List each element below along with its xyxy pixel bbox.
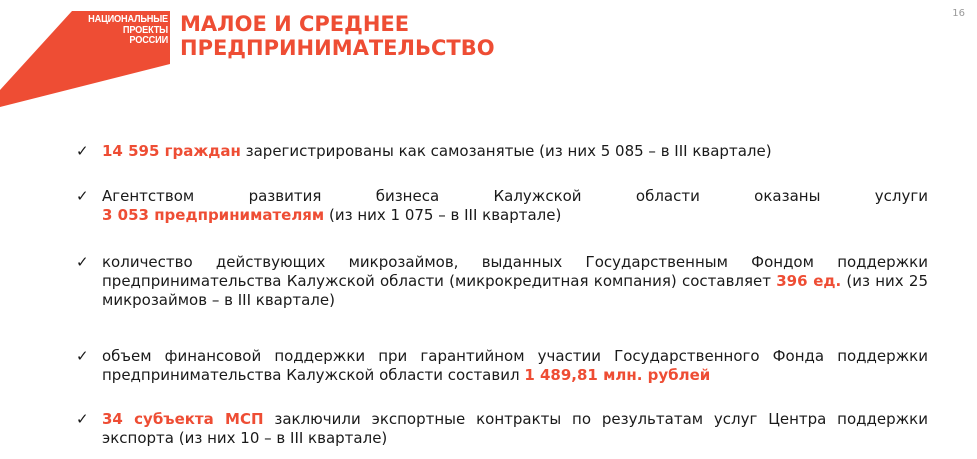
checkmark-icon: ✓ — [76, 142, 89, 160]
title-line-2: ПРЕДПРИНИМАТЕЛЬСТВО — [180, 36, 495, 60]
page-number: 16 — [952, 8, 965, 19]
bullet-text-line: Агентством развития бизнеса Калужской области оказаны услуги — [102, 187, 928, 205]
bullet-text: (из них 1 075 – в III квартале) — [324, 206, 562, 224]
national-projects-logo — [0, 0, 180, 108]
bullet-text: количество действующих микрозаймов, выданных Государственным Фондом поддержки предпринимательства Калужской области (микрокредитная компания) составляет — [102, 253, 928, 290]
bullet-text: зарегистрированы как самозанятые (из них 5 085 – в III квартале) — [240, 142, 772, 160]
highlight-value: 3 053 предпринимателям — [102, 206, 325, 224]
logo-line-2: ПРОЕКТЫ — [122, 24, 168, 36]
bullet-text: объем финансовой поддержки при гарантийном участии Государственного Фонда поддержки предпринимательства Калужской области составил — [102, 347, 928, 384]
checkmark-icon: ✓ — [76, 253, 89, 271]
logo-line-3: РОССИИ — [129, 35, 168, 46]
highlight-value: 1 489,81 млн. рублей — [524, 366, 711, 384]
highlight-value: 396 ед. — [776, 272, 842, 290]
logo-line-1: НАЦИОНАЛЬНЫЕ — [88, 14, 168, 25]
highlight-value: 34 субъекта МСП — [102, 410, 264, 428]
page-title — [180, 12, 495, 60]
highlight-value: 14 595 граждан — [102, 142, 241, 160]
list-item — [76, 253, 928, 310]
list-item — [76, 142, 928, 161]
checkmark-icon: ✓ — [76, 347, 89, 365]
title-line-1: МАЛОЕ И СРЕДНЕЕ — [180, 12, 410, 36]
checkmark-icon: ✓ — [76, 187, 89, 205]
list-item — [76, 347, 928, 385]
bullet-text-after: (из них 25 микрозаймов – в III квартале) — [102, 272, 928, 309]
bullet-text: заключили экспортные контракты по результатам услуг Центра поддержки экспорта (из них 10 – в III квартале) — [102, 410, 928, 447]
logo-text — [69, 15, 168, 47]
list-item — [76, 410, 928, 448]
checkmark-icon: ✓ — [76, 410, 89, 428]
list-item — [76, 187, 928, 225]
